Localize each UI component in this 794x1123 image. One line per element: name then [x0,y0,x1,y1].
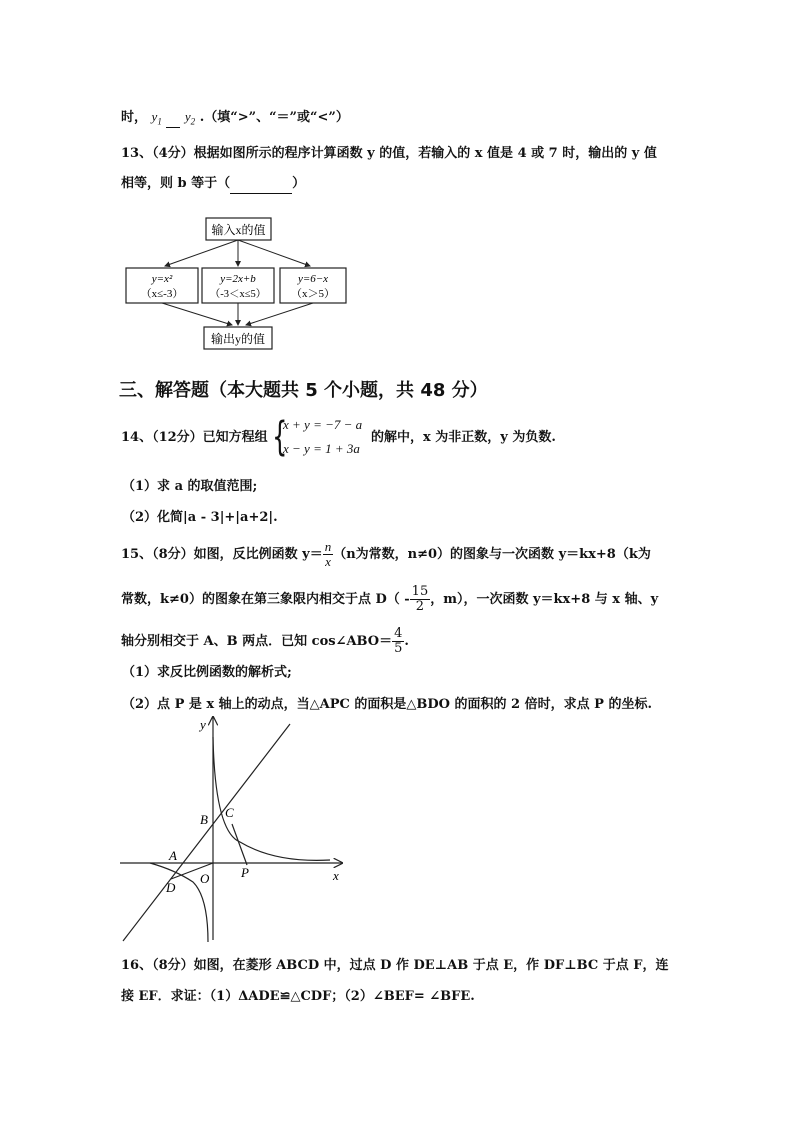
flow-box-3-formula: y=6−x [297,273,329,285]
q15-part2: （2）点 P 是 x 轴上的动点，当△APC 的面积是△BDO 的面积的 2 倍时，求点 P 的坐标. [122,697,652,712]
q16-line2: 接 EF．求证：（1）ΔADE≌△CDF；（2）∠BEF= ∠BFE. [121,989,475,1004]
fraction-15-over-2: $\frac{15}{2}$ [411,584,429,614]
q15-graph [115,712,355,947]
q15-part1: （1）求反比例函数的解析式; [122,665,292,680]
flow-box-1-formula: y=x² [151,273,173,285]
q15-line1: 15、（8分）如图，反比例函数 y＝ $\frac{n}{x}$ （n为常数，n≠0）的图象与一次函数 y＝kx+8（k为 [121,539,651,569]
q14-eq2: x − y = 1 + 3a [283,441,360,456]
q15-line2: 常数，k≠0）的图象在第三象限内相交于点 D（ - $\frac{15}{2}$ ，m），一次函数 y＝kx+8 与 x 轴、y [121,584,659,614]
answer-blank[interactable] [166,109,180,128]
q14-prefix: 14、（12分）已知方程组 [121,430,268,445]
label-o: O [200,871,210,886]
answer-blank[interactable] [230,175,292,194]
flowchart [120,210,360,355]
flow-box-2-cond: （-3＜x≤5） [209,289,267,300]
y1-symbol: $y_1$ [151,109,162,127]
label-y: y [200,717,206,732]
flow-output-text: 输出y的值 [210,332,266,346]
q16-line1: 16、（8分）如图，在菱形 ABCD 中，过点 D 作 DE⊥AB 于点 E，作 DF⊥BC 于点 F，连 [121,958,669,973]
label-d: D [166,880,176,895]
fraction-4-over-5: $\frac{4}{5}$ [394,626,403,656]
q14-eq1: x + y = −7 − a [283,417,363,432]
flow-box-2-formula: y=2x+b [220,273,256,285]
flow-box-1-cond: （x≤-3） [140,288,184,300]
q13-line2: 相等，则 b 等于（ ） [121,175,305,194]
q14-part2: （2）化简|a - 3|+|a+2|. [122,510,278,525]
q12-tail: 时， $y_1$ $y_2$ .（填“>”、“＝”或“<”） [121,109,349,127]
q14-suffix: 的解中，x 为非正数，y 为负数. [371,430,556,445]
q13-line1: 13、（4分）根据如图所示的程序计算函数 y 的值，若输入的 x 值是 4 或 7 时，输出的 y 值 [121,146,657,161]
label-c: C [225,805,234,820]
flow-box-3-cond: （x＞5） [291,288,335,300]
linear-function-line [123,724,290,941]
y2-symbol: $y_2$ [184,109,196,127]
q15-line3: 轴分别相交于 A、B 两点．已知 cos∠ABO＝ $\frac{4}{5}$ . [121,626,409,656]
label-a: A [169,848,177,863]
label-b: B [200,812,208,827]
q14-part1: （1）求 a 的取值范围; [122,479,258,494]
flow-input-text: 输入x的值 [211,223,266,237]
label-x: x [333,868,339,883]
q14-brace: { [272,414,288,460]
section-3-title: 三、解答题（本大题共 5 个小题，共 48 分） [119,380,488,401]
hyperbola-branch-q1 [213,737,330,860]
label-p: P [241,865,249,880]
fraction-n-over-x: $\frac{n}{x}$ [324,539,332,569]
